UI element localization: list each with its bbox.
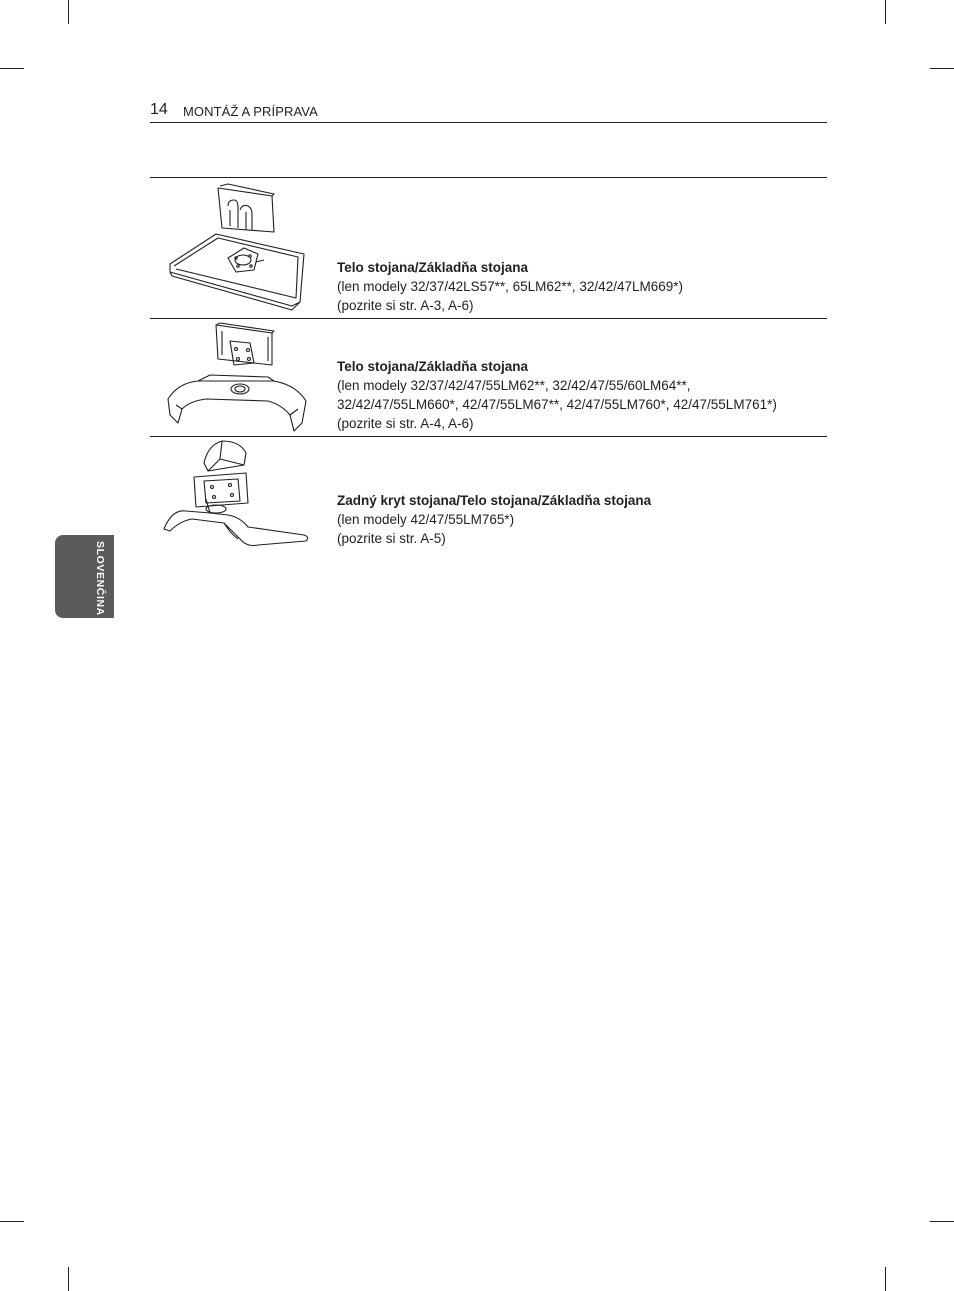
crop-mark bbox=[68, 0, 69, 24]
page-header bbox=[150, 100, 827, 123]
stand-illustration bbox=[150, 319, 330, 436]
item-models: (len modely 42/47/55LM765*) bbox=[337, 512, 515, 527]
item-reference: (pozrite si str. A-5) bbox=[337, 531, 446, 546]
item-models: (len modely 32/37/42LS57**, 65LM62**, 32/42/47LM669*) bbox=[337, 279, 683, 294]
table-row bbox=[150, 437, 827, 557]
item-title: Telo stojana/Základňa stojana bbox=[337, 359, 529, 374]
crop-mark bbox=[930, 68, 954, 69]
crop-mark bbox=[0, 68, 24, 69]
language-label: SLOVENČINA bbox=[94, 541, 106, 616]
item-reference: (pozrite si str. A-4, A-6) bbox=[337, 416, 474, 431]
item-reference: (pozrite si str. A-3, A-6) bbox=[337, 298, 474, 313]
stand-base-icon bbox=[150, 437, 330, 557]
crop-mark bbox=[885, 0, 886, 24]
stand-illustration bbox=[150, 437, 330, 557]
stand-base-icon bbox=[150, 178, 330, 318]
item-models-continued: 32/42/47/55LM660*, 42/47/55LM67**, 42/47/55LM760*, 42/47/55LM761*) bbox=[337, 397, 777, 412]
stand-parts-table bbox=[150, 177, 827, 557]
table-row bbox=[150, 178, 827, 319]
table-row bbox=[150, 319, 827, 437]
crop-mark bbox=[0, 1221, 24, 1222]
item-description bbox=[337, 258, 827, 315]
item-title: Telo stojana/Základňa stojana bbox=[337, 260, 529, 275]
item-description bbox=[337, 491, 827, 548]
stand-base-icon bbox=[150, 319, 330, 436]
item-models: (len modely 32/37/42/47/55LM62**, 32/42/47/55/60LM64**, bbox=[337, 378, 691, 393]
item-description bbox=[337, 357, 827, 433]
item-title: Zadný kryt stojana/Telo stojana/Základňa stojana bbox=[337, 493, 652, 508]
language-tab bbox=[55, 535, 114, 618]
crop-mark bbox=[930, 1221, 954, 1222]
crop-mark bbox=[885, 1267, 886, 1291]
page-number: 14 bbox=[150, 101, 168, 118]
stand-illustration bbox=[150, 178, 330, 318]
section-title: MONTÁŽ A PRÍPRAVA bbox=[183, 104, 318, 119]
crop-mark bbox=[68, 1267, 69, 1291]
